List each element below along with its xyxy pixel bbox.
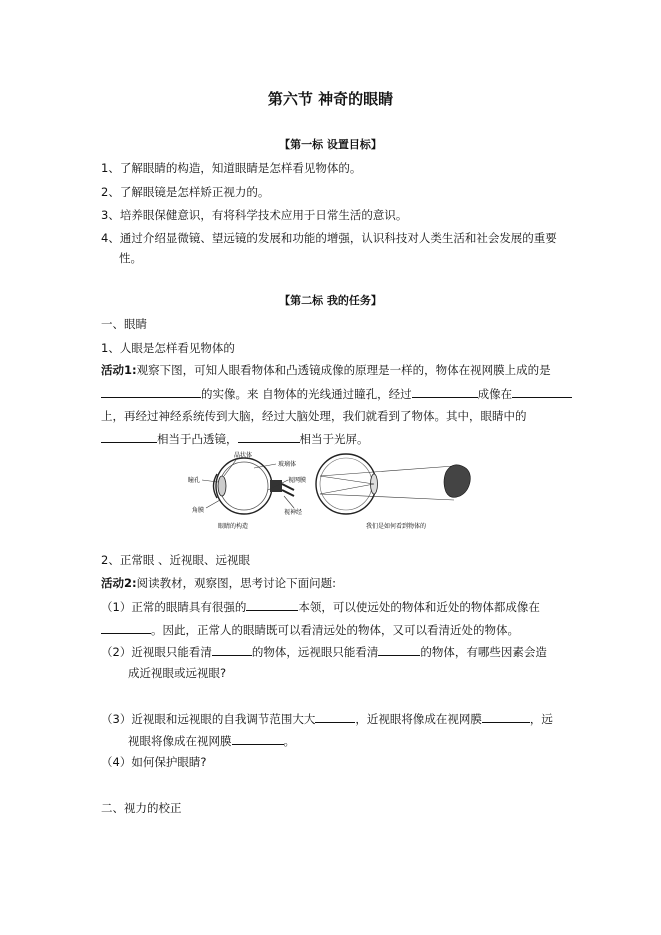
label-cornea: 角膜 (192, 507, 205, 514)
blank-image-location[interactable] (512, 385, 572, 398)
left-caption: 眼睛的构造 (218, 523, 249, 530)
eye-figure (184, 450, 484, 532)
activity2-item1: （1）正常的眼睛具有很强的 本领，可以使远处的物体和近处的物体都成像在 (101, 600, 540, 614)
blank-hyperopia-sees[interactable] (378, 643, 420, 656)
blank-adjust-ability[interactable] (246, 598, 298, 611)
activity1-label: 活动1: (101, 363, 137, 377)
blank-myopia-image[interactable] (482, 710, 530, 723)
right-caption: 我们是如何看到物体的 (366, 523, 427, 530)
activity2-item2: （2）近视眼只能看清 的物体，远视眼只能看清 的物体，有哪些因素会造 (101, 645, 547, 659)
goal-4-cont: 性。 (119, 251, 142, 265)
activity1-line2: 的实像。来 自物体的光线通过瞳孔，经过 成像在 (101, 385, 572, 402)
label-lens: 晶状体 (234, 452, 253, 459)
q2-heading: 2、正常眼 、近视眼、远视眼 (101, 553, 250, 567)
activity2-item4: （4）如何保护眼睛? (101, 755, 207, 769)
blank-range[interactable] (315, 710, 355, 723)
activity2-item3-cont: 视眼将像成在视网膜 。 (128, 734, 295, 748)
activity2-item3: （3）近视眼和远视眼的自我调节范围大大 ，近视眼将像成在视网膜 ，远 (101, 712, 553, 726)
activity1-text1: 观察下图，可知人眼看物体和凸透镜成像的原理是一样的，物体在视网膜上成的是 (136, 363, 551, 377)
activity2-label: 活动2: (101, 576, 137, 590)
activity2-item1-cont: 。因此，正常人的眼睛既可以看清远处的物体，又可以看清近处的物体。 (101, 621, 519, 638)
part1-heading: 一、眼睛 (101, 317, 147, 331)
blank-lens[interactable] (412, 385, 478, 398)
part2-heading: 二、视力的校正 (101, 801, 182, 815)
activity1-line4: 相当于凸透镜， 相当于光屏。 (101, 430, 369, 447)
page-title: 第六节 神奇的眼睛 (267, 90, 394, 108)
blank-myopia-sees[interactable] (212, 643, 252, 656)
goal-3: 3、培养眼保健意识，有将科学技术应用于日常生活的意识。 (101, 208, 408, 222)
label-retina: 视网膜 (288, 477, 307, 484)
goal-2: 2、了解眼镜是怎样矫正视力的。 (101, 185, 270, 199)
blank-image-type[interactable] (101, 385, 201, 398)
goal-4: 4、通过介绍显微镜、望远镜的发展和功能的增强，认识科技对人类生活和社会发展的重要 (101, 231, 557, 245)
label-pupil: 瞳孔 (188, 477, 201, 484)
q1-heading: 1、人眼是怎样看见物体的 (101, 341, 235, 355)
label-optic-nerve: 视神经 (284, 509, 303, 516)
activity2-intro: 活动2:阅读教材，观察图，思考讨论下面问题: (101, 576, 336, 590)
section-header-goals: 【第一标 设置目标】 (279, 138, 382, 151)
eye-imaging-diagram (316, 454, 470, 530)
blank-convex-lens-equiv[interactable] (101, 430, 157, 443)
goal-1: 1、了解眼睛的构造，知道眼睛是怎样看见物体的。 (101, 161, 362, 175)
activity1-line3: 上，再经过神经系统传到大脑，经过大脑处理，我们就看到了物体。其中，眼睛中的 (101, 409, 527, 423)
blank-image-position[interactable] (101, 621, 151, 634)
eye-structure-diagram (188, 451, 306, 530)
blank-hyperopia-image[interactable] (232, 732, 284, 745)
blank-screen-equiv[interactable] (238, 430, 300, 443)
activity1-line1 (101, 362, 551, 378)
label-vitreous: 玻璃体 (278, 461, 297, 468)
activity2-item2-cont: 成近视眼或远视眼? (128, 666, 227, 680)
section-header-tasks: 【第二标 我的任务】 (279, 294, 382, 307)
